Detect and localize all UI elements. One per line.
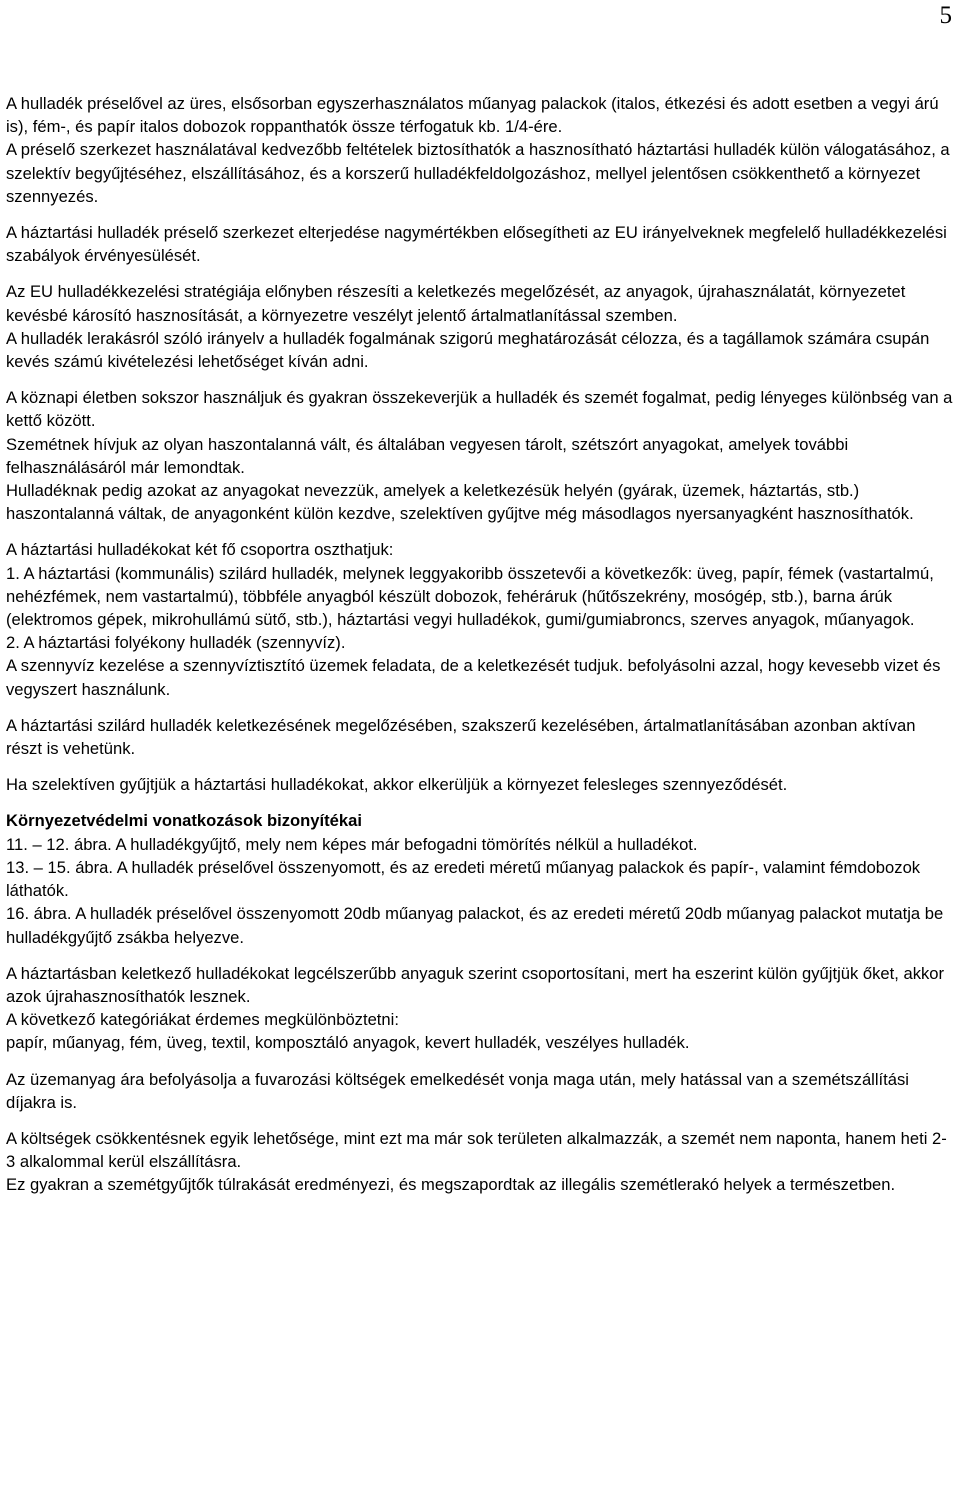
paragraph-prevention: [6, 714, 956, 760]
text-line: A köznapi életben sokszor használjuk és gyakran összekeverjük a hulladék és szemét fogalmat, pedig lényeges különbség van a kettő között.: [6, 388, 953, 431]
paragraph-eu-strategy: [6, 280, 956, 373]
text-line: A háztartási hulladékokat két fő csoportra oszthatjuk:: [6, 540, 394, 560]
text-line: Szemétnek hívjuk az olyan haszontalanná vált, és általában vegyesen tárolt, szétszórt anyagokat, amelyek további felhasználásáról már lemondtak.: [6, 434, 849, 477]
text-line: A háztartási hulladék préselő szerkezet elterjedése nagymértékben elősegítheti az EU irányelveknek megfelelő hulladékkezelési szabályok érvényesülését.: [6, 223, 947, 266]
text-line: Hulladéknak pedig azokat az anyagokat nevezzük, amelyek a keletkezésük helyén (gyárak, üzemek, háztartás, stb.) haszontalanná váltak, de anyagonként külön kezdve, szelektíven gyűjtve még másodlagos nyersanyagként hasznosíthatók.: [6, 481, 914, 524]
paragraph-waste-groups: [6, 538, 956, 700]
figure-caption: 16. ábra. A hulladék préselővel összenyomott 20db műanyag palackot, és az eredeti méretű 20db műanyag palackot mutatja be hulladékgyűjtő zsákba helyezve.: [6, 904, 944, 947]
section-evidence: [6, 809, 956, 948]
text-line: Ha szelektíven gyűjtjük a háztartási hulladékokat, akkor elkerüljük a környezet felesleges szennyeződését.: [6, 775, 788, 795]
text-line: papír, műanyag, fém, üveg, textil, komposztáló anyagok, kevert hulladék, veszélyes hulladék.: [6, 1033, 690, 1053]
paragraph-eu-directives: [6, 221, 956, 267]
text-line: Az üzemanyag ára befolyásolja a fuvarozási költségek emelkedését vonja maga után, mely hatással van a szemétszállítási díjakra is.: [6, 1069, 909, 1112]
figure-caption: 13. – 15. ábra. A hulladék préselővel összenyomott, és az eredeti méretű műanyag palackok és papír-, valamint fémdobozok láthatók.: [6, 857, 921, 901]
paragraph-categories: [6, 962, 956, 1055]
page-number: 5: [939, 2, 952, 29]
section-heading: Környezetvédelmi vonatkozások bizonyítékai: [6, 811, 362, 831]
text-line: A háztartási szilárd hulladék keletkezésének megelőzésében, szakszerű kezelésében, ártalmatlanításában azonban aktívan részt is vehetünk.: [6, 715, 916, 759]
text-line: A préselő szerkezet használatával kedvezőbb feltételek biztosíthatók a hasznosítható háztartási hulladék külön válogatásához, a szelektív begyűjtéséhez, elszállításához, és a korszerű hulladékfeldolgozáshoz, mellyel jelentősen csökkenthető a környezet szennyezés.: [6, 140, 950, 206]
paragraph-selective-collection: [6, 773, 956, 796]
text-line: A hulladék lerakásról szóló irányelv a hulladék fogalmának szigorú meghatározását célozza, és a tagállamok számára csupán kevés számú kivételezési lehetőséget kíván adni.: [6, 328, 930, 372]
paragraph-cost-reduction: [6, 1127, 956, 1197]
text-line: A háztartásban keletkező hulladékokat legcélszerűbb anyaguk szerint csoportosítani, mert ha eszerint külön gyűjtjük őket, akkor azok újrahasznosíthatók lesznek.: [6, 963, 945, 1006]
text-line: Az EU hulladékkezelési stratégiája előnyben részesíti a keletkezés megelőzését, az anyagok, újrahasználatát, környezetet kevésbé károsító hasznosítását, a környezetre veszélyt jelentő ártalmatlanítással szemben.: [6, 282, 906, 325]
text-line: A költségek csökkentésnek egyik lehetősége, mint ezt ma már sok területen alkalmazzák, a szemét nem naponta, hanem heti 2-3 alkalommal kerül elszállításra.: [6, 1128, 947, 1172]
paragraph-press-benefits: [6, 138, 956, 208]
text-line: A hulladék préselővel az üres, elsősorban egyszerhasználatos műanyag palackok (italos, étkezési és adott esetben a vegyi árú is), fém-, és papír italos dobozok roppanthatók össze térfogatuk kb. 1/4-ére.: [6, 94, 939, 137]
paragraph-waste-vs-garbage: [6, 386, 956, 525]
figure-caption: 11. – 12. ábra. A hulladékgyűjtő, mely nem képes már befogadni tömörítés nélkül a hulladékot.: [6, 834, 698, 854]
text-line: 1. A háztartási (kommunális) szilárd hulladék, melynek leggyakoribb összetevői a következők: üveg, papír, fémek (vastartalmú, nehézfémek, nem vastartalmú), többféle anyagból készült dobozok, fehéráruk (hűtőszekrény, mosógép, stb.), barna árúk (elektromos gépek, mikrohullámú sütő, stb.), háztartási vegyi hulladékok, gumi/gumiabroncs, szerves anyagok, műanyagok.: [6, 563, 934, 630]
paragraph-fuel-costs: [6, 1068, 956, 1114]
document-body: [6, 92, 956, 1197]
text-line: A szennyvíz kezelése a szennyvíztisztító üzemek feladata, de a keletkezését tudjuk. befolyásolni azzal, hogy kevesebb vizet és vegyszert használunk.: [6, 656, 941, 699]
text-line: Ez gyakran a szemétgyűjtők túlrakását eredményezi, és megszapordtak az illegális szemétlerakó helyek a természetben.: [6, 1175, 896, 1195]
paragraph-press-intro: [6, 92, 956, 138]
text-line: 2. A háztartási folyékony hulladék (szennyvíz).: [6, 633, 346, 653]
text-line: A következő kategóriákat érdemes megkülönböztetni:: [6, 1010, 399, 1030]
